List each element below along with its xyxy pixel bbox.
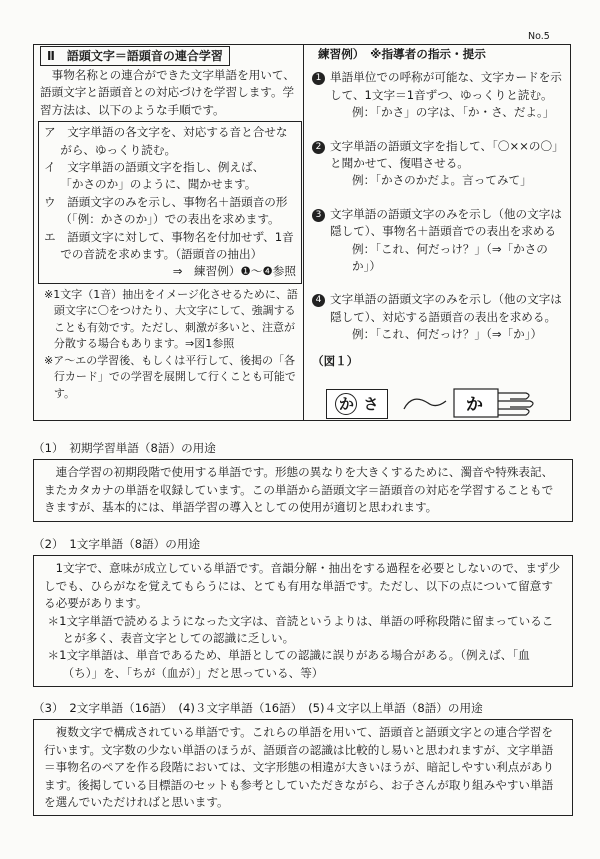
left-column [40, 46, 302, 402]
figure-label: （図１） [312, 354, 359, 369]
number-2-icon: 2 [312, 141, 325, 154]
step-i-example: 「かさのか」のように、聞かせます。 [60, 177, 257, 192]
section-title: Ⅱ 語頭文字＝語頭音の連合学習 [40, 46, 230, 66]
practice-example: 例：「これ、何だっけ？」（⇒「か」） [352, 327, 543, 342]
practice-text: 文字単語の語頭文字を指して、「〇××の〇」と聞かせて、復唱させる。 [330, 138, 564, 170]
card-char: さ [363, 394, 379, 413]
section-one-char-words [33, 536, 573, 687]
number-1-icon: 1 [312, 72, 325, 85]
hand-covering-card-icon [400, 387, 550, 419]
section-heading: （2） 1文字単語（8語）の用途 [33, 537, 201, 551]
practice-example: 例：「かさのかだよ。言ってみて」 [352, 173, 532, 188]
right-column [312, 46, 566, 371]
intro-text: 事物名称との連合ができた文字単語を用いて、語頭文字と語頭音との対応づけを学習します。学習方法は、以下のような手順です。 [40, 68, 295, 117]
column-divider [303, 44, 304, 421]
step-e: エ 語頭文字に対して、事物名を付加せず、1音での音読を求めます。（語頭音の抽出） [44, 229, 294, 261]
step-a: ア 文字単語の各文字を、対応する音と合せながら、ゆっくり読む。 [44, 125, 288, 157]
practice-example: 例：「かさ」の字は、「か・さ、だよ。」 [352, 105, 555, 120]
practice-text: 文字単語の語頭文字のみを示し（他の文字は隠して）、対応する語頭音の表出を求める。 [330, 292, 562, 324]
practice-item [312, 69, 566, 121]
section-body: 複数文字で構成されている単語です。これらの単語を用いて、語頭音と語頭文字との連合学習を行います。文字数の少ない単語のほうが、語頭音の認識は比較的し易いと思われますが、文字単語＝事物名のペアを作る段階においては、文字形態の相違が大きいほうが、暗記しやすい利点があります。後掲している目標語のセットも参考としていただきながら、お子さんが取り組みやすい単語を選んでいただければと思います。 [44, 725, 555, 809]
section-heading: （3） 2文字単語（16語） (4)３文字単語（16語） (5)４文字以上単語（8語）の用途 [33, 701, 483, 715]
page-number: No.5 [528, 31, 550, 42]
section-initial-words [33, 440, 573, 522]
note-1: ※1文字（1音）抽出をイメージ化させるために、語頭文字に〇をつけたり、大文字にして、強調することも有効です。ただし、刺激が多いと、注意が分散する場合もあります。⇒図1参照 [44, 287, 298, 351]
practice-item [312, 138, 566, 190]
practice-text: 単語単位での呼称が可能な、文字カードを示して、1文字＝1音ずつ、ゆっくりと読む。 [330, 70, 562, 102]
section-body-box [33, 719, 573, 816]
practice-text: 文字単語の語頭文字のみを示し（他の文字は隠して）、事物名＋語頭音での表出を求める [330, 206, 562, 239]
word-card [326, 389, 388, 419]
section-multi-char-words [33, 700, 573, 816]
number-3-icon: 3 [312, 209, 325, 222]
step-i: イ 文字単語の語頭文字を指し、例えば、 [44, 159, 265, 174]
practice-example: 例：「これ、何だっけ？」（⇒「かさのか」） [352, 241, 548, 273]
section-body-box [33, 459, 573, 521]
caution-item: ＊1文字単語は、単音であるため、単語としての認識に誤りがある場合がある。（例えば、「血（ち）」を、「ちが（血が）」だと思っている、等） [47, 648, 530, 680]
circled-initial: か [335, 393, 357, 415]
caution-item: ＊1文字単語で読めるようになった文字は、音読というよりは、単語の呼称段階に留まっていることが多く、表音文字としての認識に乏しい。 [47, 613, 554, 645]
practice-item [312, 206, 566, 276]
section-body-box [33, 555, 573, 687]
figure-1 [320, 385, 570, 421]
number-4-icon: 4 [312, 294, 325, 307]
card-initial: か [466, 395, 483, 415]
note-2: ※ア〜エの学習後、もしくは平行して、後掲の「各行カード」での学習を展開して行くことも可能です。 [44, 353, 296, 400]
practice-reference: ⇒ 練習例）❶〜❹参照 [172, 264, 296, 279]
practice-item [312, 291, 566, 343]
section-body: 1文字で、意味が成立している単語です。音韻分解・抽出をする過程を必要としないので、まず少しでも、ひらがなを覚えてもらうには、とても有用な単語です。ただし、以下の点について留意する必要があります。 [44, 561, 561, 611]
section-heading: （1） 初期学習単語（8語）の用途 [33, 441, 216, 455]
practice-title: 練習例） ※指導者の指示・提示 [318, 47, 486, 61]
steps-box [38, 121, 302, 284]
step-u: ウ 語頭文字のみを示し、事物名＋語頭音の形（「例：かさのか」）での表出を求めます。 [44, 194, 288, 227]
section-body: 連合学習の初期段階で使用する単語です。形態の異なりを大きくするために、濁音や特殊表記、またカタカナの単語を収録しています。この単語から語頭文字＝語頭音の対応を学習することもできますが、基本的には、単語学習の導入としての使用が適切と思われます。 [44, 465, 554, 515]
